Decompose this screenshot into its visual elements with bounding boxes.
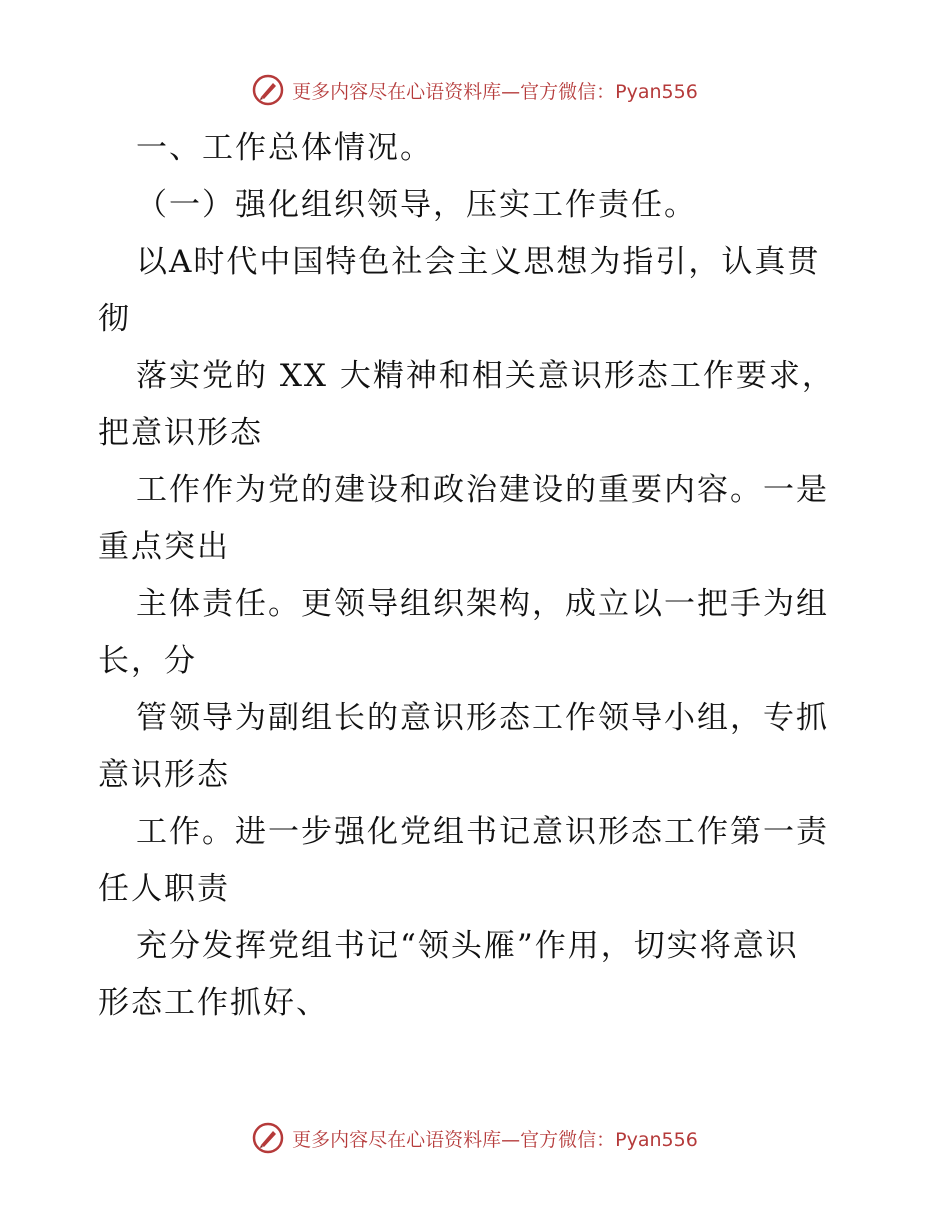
document-line: 意识形态 — [98, 757, 230, 793]
document-body — [98, 120, 858, 1032]
footer-banner-text: 更多内容尽在心语资料库—官方微信：Pyan556 — [292, 1128, 698, 1151]
document-line: 以A时代中国特色社会主义思想为指引，认真贯 — [136, 244, 821, 280]
document-line: 主体责任。更领导组织架构，成立以一把手为组 — [136, 586, 829, 622]
document-line: 长，分 — [98, 643, 197, 679]
document-line: 重点突出 — [98, 529, 230, 565]
document-line: 形态工作抓好、 — [98, 985, 329, 1021]
document-line: 工作。进一步强化党组书记意识形态工作第一责 — [136, 814, 829, 850]
document-line: 任人职责 — [98, 871, 230, 907]
document-line: 把意识形态 — [98, 415, 263, 451]
header-banner-text: 更多内容尽在心语资料库—官方微信：Pyan556 — [292, 80, 698, 103]
document-line: 工作作为党的建设和政治建设的重要内容。一是 — [136, 472, 829, 508]
document-line: 一、工作总体情况。 — [136, 130, 433, 166]
footer-banner — [0, 1118, 950, 1158]
document-line: 落实党的 XX 大精神和相关意识形态工作要求， — [136, 358, 835, 394]
document-line: （一）强化组织领导，压实工作责任。 — [136, 187, 697, 223]
document-line: 彻 — [98, 301, 131, 337]
pen-seal-logo-icon — [252, 74, 284, 106]
document-line: 管领导为副组长的意识形态工作领导小组，专抓 — [136, 700, 829, 736]
pen-seal-logo-icon — [252, 1122, 284, 1154]
document-line: 充分发挥党组书记“领头雁”作用，切实将意识 — [136, 928, 799, 964]
header-banner — [0, 70, 950, 110]
